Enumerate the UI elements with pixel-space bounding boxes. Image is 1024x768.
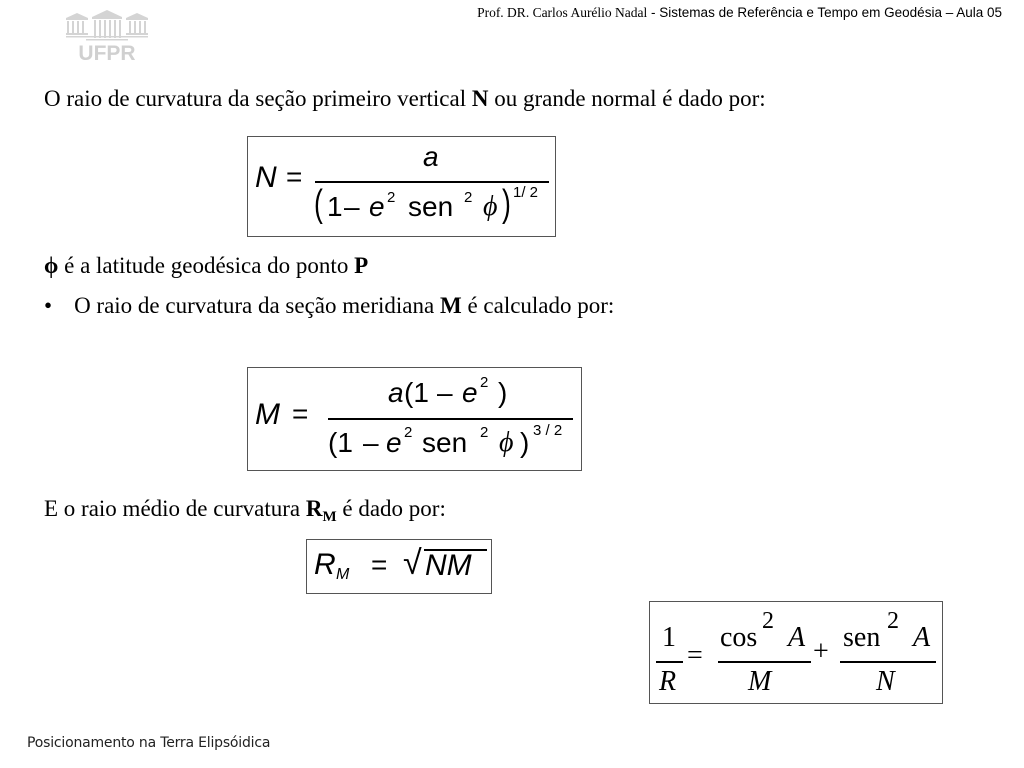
text-line-phi-definition: ϕ é a latitude geodésica do ponto P xyxy=(44,253,369,278)
formula-n-box: N = a ( 1 – e 2 sen 2 ϕ ) 1/ 2 xyxy=(247,136,556,237)
header-separator: - xyxy=(647,5,660,20)
text-line-rm-definition: E o raio médio de curvatura $R_M$ é dado por: xyxy=(44,496,446,525)
formula-m-box: M = a (1 – e 2 ) (1 – e 2 sen 2 ϕ ) 3 / 2 xyxy=(247,367,582,471)
author-name: Prof. DR. Carlos Aurélio Nadal xyxy=(477,5,648,20)
phi-symbol: ϕ xyxy=(44,253,59,278)
course-title: Sistemas de Referência e Tempo em Geodésia – Aula 05 xyxy=(659,5,1002,20)
slide-footer: Posicionamento na Terra Elipsóidica xyxy=(27,735,271,751)
bullet-marker: • xyxy=(44,293,53,318)
slide-header xyxy=(477,5,1002,21)
formula-euler-box: 1 R = cos 2 A M + sen 2 A N xyxy=(649,601,943,704)
bullet-meridian: • O raio de curvatura da seção meridiana M é calculado por: xyxy=(44,293,615,318)
university-building-icon xyxy=(64,8,150,62)
text-line-n-definition: O raio de curvatura da seção primeiro vertical N ou grande normal é dado por: xyxy=(44,86,766,111)
ufpr-logo xyxy=(64,8,150,62)
formula-rm-box: R M = √ NM xyxy=(306,539,492,594)
svg-text:UFPR: UFPR xyxy=(78,42,136,62)
